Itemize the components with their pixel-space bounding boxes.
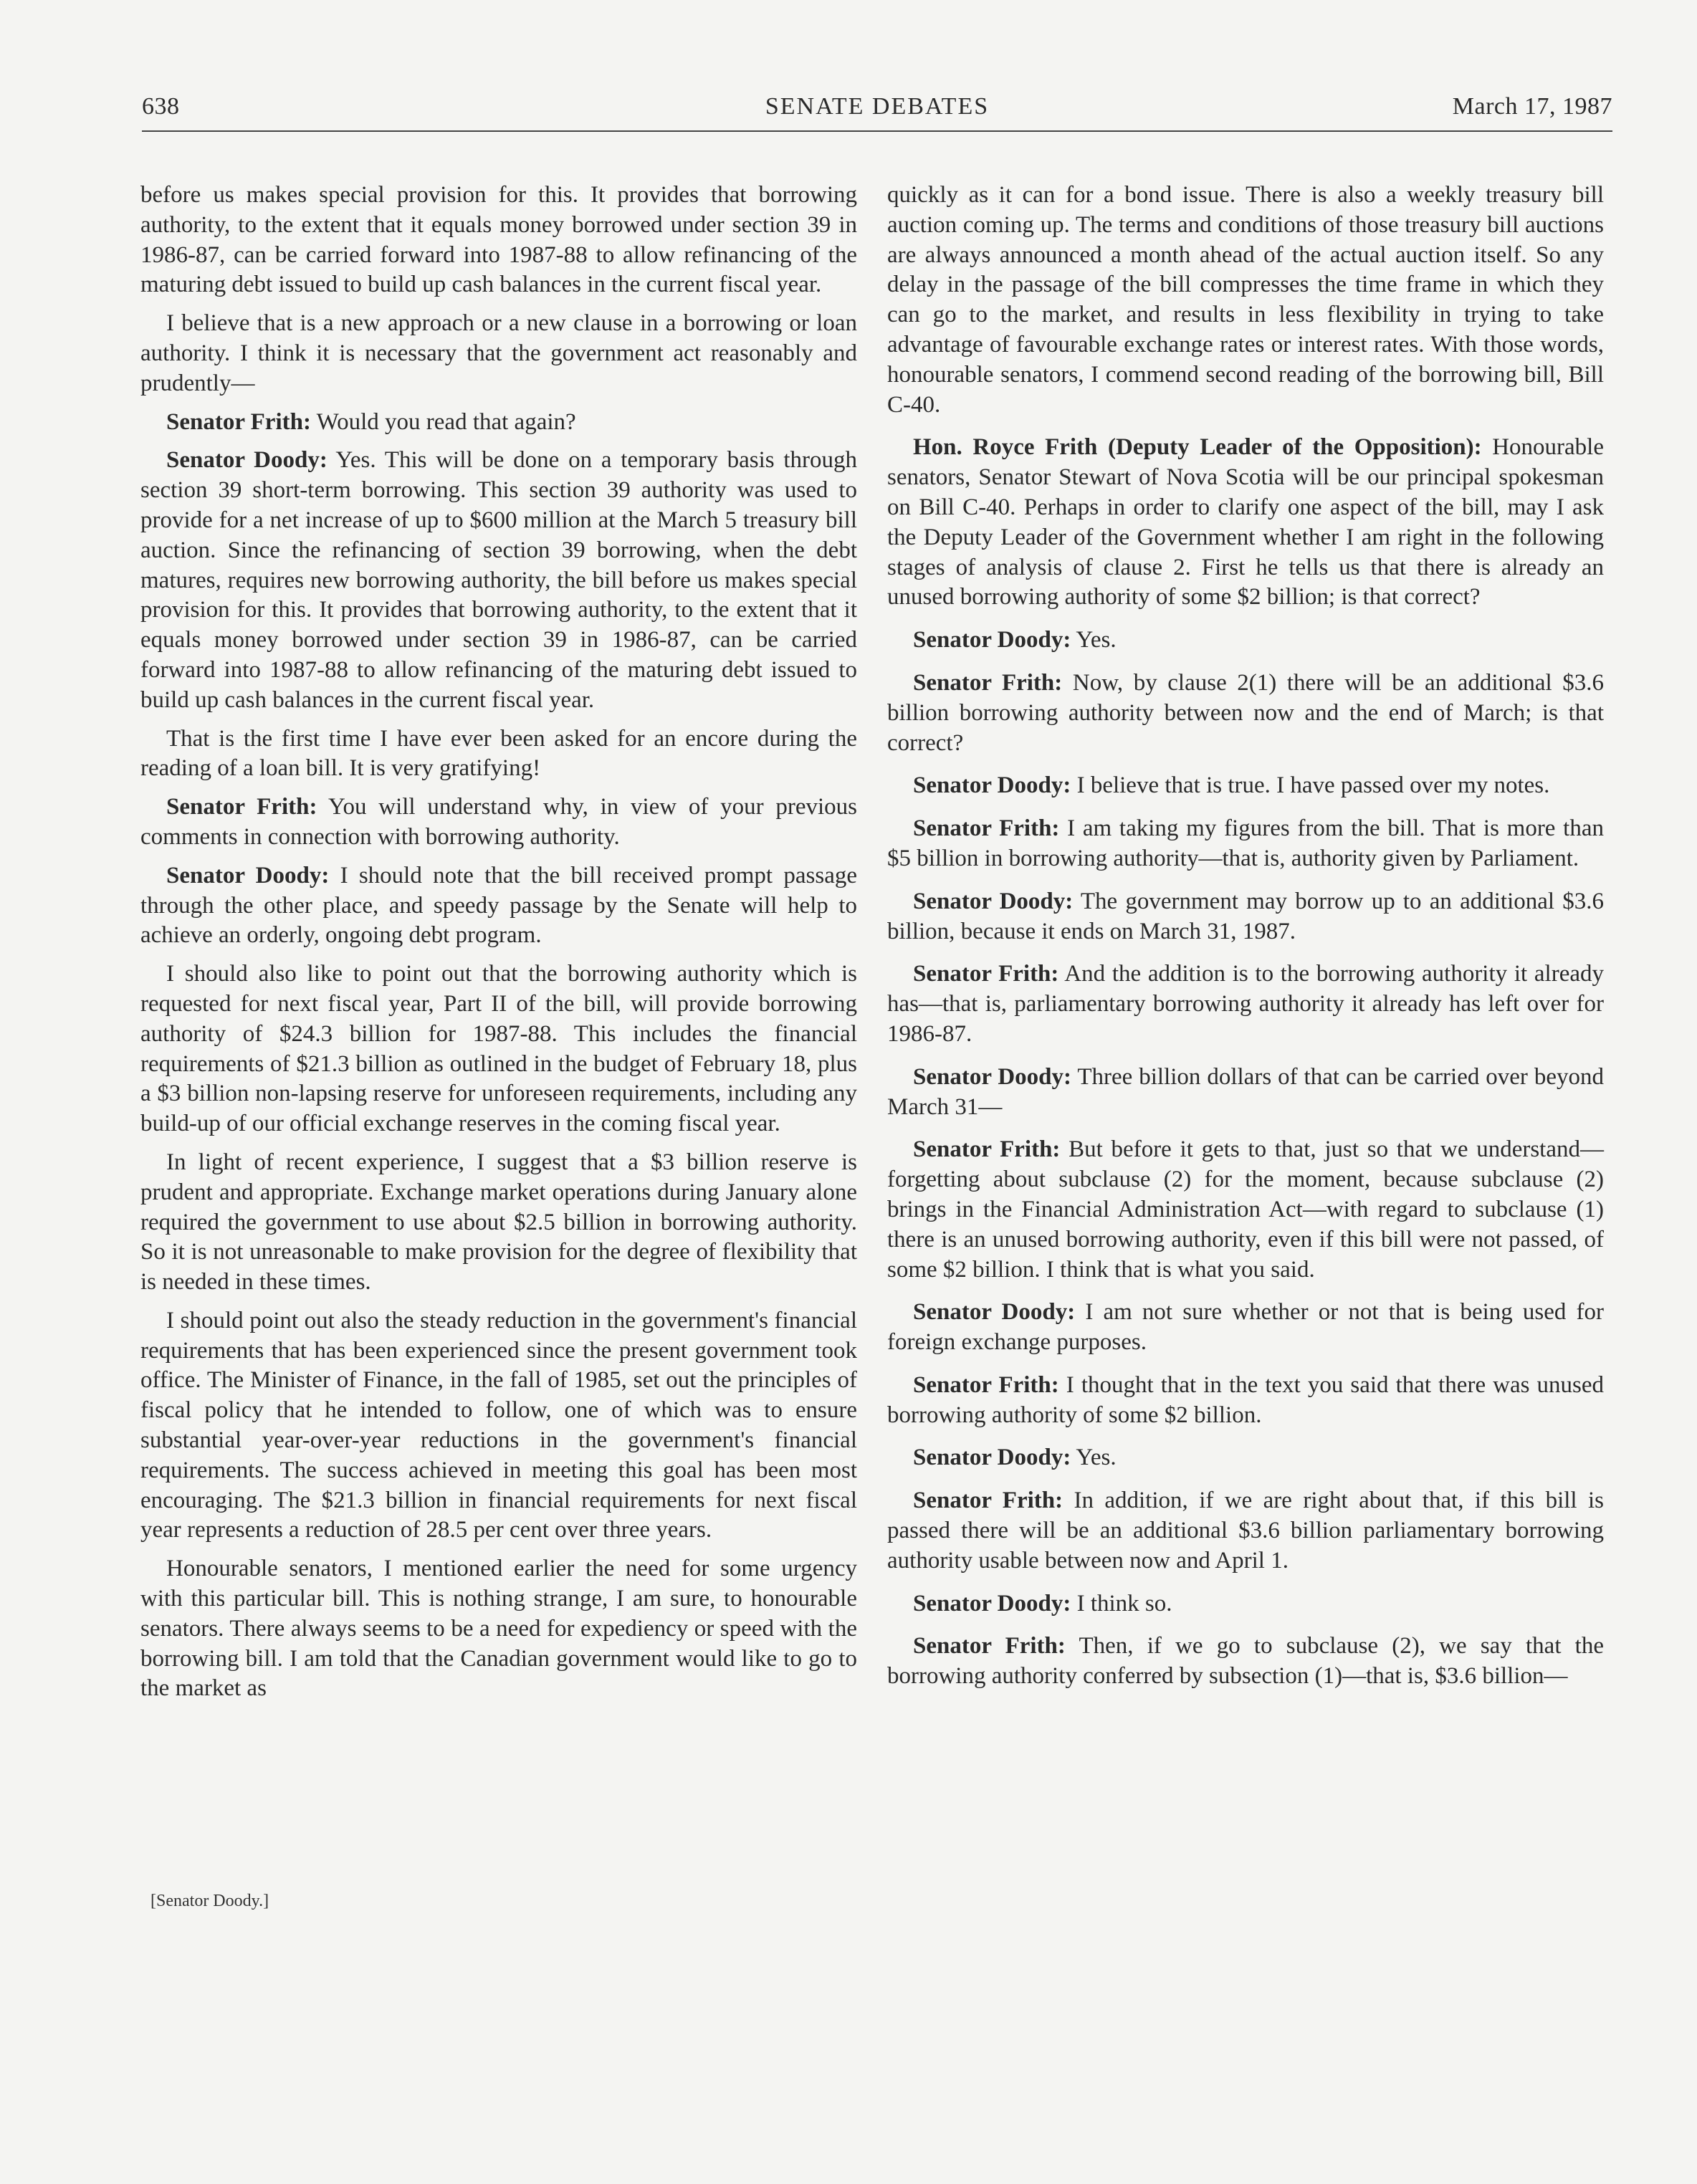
left-column bbox=[140, 181, 857, 1713]
paragraph-text: I am not sure whether or not that is being used for foreign exchange purposes. bbox=[887, 1299, 1604, 1356]
speaker-name: Senator Doody: bbox=[913, 1590, 1071, 1617]
paragraph-text: I should note that the bill received prompt passage through the other place, and speedy passage by the Senate will help to achieve an orderly, ongoing debt program. bbox=[140, 862, 857, 949]
header-date: March 17, 1987 bbox=[1452, 93, 1612, 120]
speaker-attribution: [Senator Doody.] bbox=[150, 1892, 269, 1910]
paragraph-text: I thought that in the text you said that there was unused borrowing authority of some $2 billion. bbox=[887, 1371, 1604, 1428]
paragraph bbox=[140, 446, 857, 715]
paragraph bbox=[140, 181, 857, 300]
paragraph bbox=[887, 669, 1604, 758]
paragraph-text: I believe that is a new approach or a new clause in a borrowing or loan authority. I think it is necessary that the government act reasonably and prudently— bbox=[140, 310, 857, 396]
speaker-name: Senator Doody: bbox=[166, 447, 328, 474]
paragraph-text: I am taking my figures from the bill. That is more than $5 billion in borrowing authority—that is, authority given by Parliament. bbox=[887, 815, 1605, 871]
paragraph bbox=[887, 887, 1604, 947]
paragraph bbox=[887, 433, 1604, 613]
paragraph bbox=[887, 1063, 1604, 1123]
paragraph bbox=[887, 1371, 1604, 1431]
speaker-name: Hon. Royce Frith (Deputy Leader of the Opposition): bbox=[913, 434, 1482, 461]
paragraph bbox=[140, 1306, 857, 1546]
paragraph-text: You will understand why, in view of your previous comments in connection with borrowing authority. bbox=[140, 794, 857, 850]
paragraph-text: But before it gets to that, just so that we understand—forgetting about subclause (2) for the moment, because subclause (2) brings in the Financial Administration Act—with regard to subclause (1) there is an unused borrowing authority, even if this bill were not passed, of some $2 billion. I think that is what you said. bbox=[887, 1136, 1604, 1283]
speaker-name: Senator Frith: bbox=[166, 408, 311, 435]
speaker-name: Senator Frith: bbox=[913, 1488, 1063, 1514]
paragraph-text: That is the first time I have ever been asked for an encore during the reading of a loan bill. It is very gratifying! bbox=[140, 725, 857, 782]
page-number: 638 bbox=[142, 93, 180, 120]
paragraph-text: And the addition is to the borrowing authority it already has—that is, parliamentary borrowing authority it already has left over for 1986-87. bbox=[887, 961, 1604, 1047]
paragraph-text: Three billion dollars of that can be carried over beyond March 31— bbox=[887, 1063, 1604, 1120]
paragraph-text: Would you read that again? bbox=[316, 408, 576, 435]
paragraph bbox=[140, 1148, 857, 1298]
speaker-name: Senator Doody: bbox=[913, 1445, 1071, 1471]
speaker-name: Senator Frith: bbox=[913, 1371, 1059, 1398]
speaker-name: Senator Frith: bbox=[166, 794, 317, 820]
paragraph-text: Honourable senators, Senator Stewart of Nova Scotia will be our principal spokesman on Bill C-40. Perhaps in order to clarify one aspect of the bill, may I ask the Deputy Leader of the Government whether I am right in the following stages of analysis of clause 2. First he tells us that there is already an unused borrowing authority of some $2 billion; is that correct? bbox=[887, 434, 1605, 610]
paragraph bbox=[887, 959, 1604, 1049]
speaker-name: Senator Frith: bbox=[913, 961, 1059, 987]
paragraph-text: I should point out also the steady reduction in the government's financial requirements that has been experienced since the present government took office. The Minister of Finance, in the fall of 1985, set out the principles of fiscal policy that he intended to follow, one of which was to ensure substantial year-over-year reductions in the government's financial requirements. The success achieved in meeting this goal has been most encouraging. The $21.3 billion in financial requirements for next fiscal year represents a reduction of 28.5 per cent over three years. bbox=[140, 1307, 857, 1543]
paragraph-text: I believe that is true. I have passed over my notes. bbox=[1076, 772, 1550, 799]
paragraph bbox=[887, 1298, 1604, 1358]
paragraph bbox=[140, 309, 857, 398]
speaker-name: Senator Doody: bbox=[166, 862, 330, 889]
speaker-name: Senator Doody: bbox=[913, 888, 1074, 914]
paragraph bbox=[887, 771, 1604, 801]
page-header bbox=[142, 93, 1612, 129]
right-column bbox=[887, 181, 1604, 1705]
speaker-name: Senator Frith: bbox=[913, 1136, 1061, 1163]
speaker-name: Senator Doody: bbox=[913, 1299, 1076, 1326]
speaker-name: Senator Frith: bbox=[913, 669, 1063, 696]
paragraph bbox=[887, 626, 1604, 656]
paragraph-text: Now, by clause 2(1) there will be an additional $3.6 billion borrowing authority between now and the end of March; is that correct? bbox=[887, 669, 1604, 756]
paragraph-text: In light of recent experience, I suggest that a $3 billion reserve is prudent and appropriate. Exchange market operations during January alone required the government to use about $2.5 billion in borrowing authority. So it is not unreasonable to make provision for the degree of flexibility that is needed in these times. bbox=[140, 1149, 857, 1295]
paragraph bbox=[140, 408, 857, 438]
paragraph-text: before us makes special provision for this. It provides that borrowing authority, to the extent that it equals money borrowed under section 39 in 1986-87, can be carried forward into 1987-88 to allow refinancing of the maturing debt issued to build up cash balances in the current fiscal year. bbox=[140, 182, 857, 298]
paragraph bbox=[887, 814, 1604, 874]
paragraph-text: Then, if we go to subclause (2), we say that the borrowing authority conferred by subsection (1)—that is, $3.6 billion— bbox=[887, 1633, 1604, 1690]
paragraph-text: quickly as it can for a bond issue. There is also a weekly treasury bill auction coming up. The terms and conditions of those treasury bill auctions are always announced a month ahead of the actual auction itself. So any delay in the passage of the bill compresses the time frame in which they can go to the market, and results in less flexibility in trying to take advantage of favourable exchange rates or interest rates. With those words, honourable senators, I commend second reading of the borrowing bill, Bill C-40. bbox=[887, 182, 1604, 418]
paragraph bbox=[140, 724, 857, 785]
paragraph-text: Honourable senators, I mentioned earlier the need for some urgency with this particular bill. This is nothing strange, I am sure, to honourable senators. There always seems to be a need for expediency or speed with the borrowing bill. I am told that the Canadian government would like to go to the market as bbox=[140, 1556, 857, 1702]
publication-title: SENATE DEBATES bbox=[765, 93, 990, 120]
paragraph bbox=[887, 1589, 1604, 1619]
paragraph bbox=[887, 1486, 1604, 1576]
paragraph bbox=[140, 792, 857, 853]
paragraph bbox=[140, 959, 857, 1139]
paragraph bbox=[140, 861, 857, 951]
paragraph-text: Yes. bbox=[1076, 627, 1117, 653]
speaker-name: Senator Doody: bbox=[913, 772, 1071, 799]
header-rule bbox=[142, 130, 1612, 132]
paragraph-text: In addition, if we are right about that, if this bill is passed there will be an additional $3.6 billion parliamentary borrowing authority usable between now and April 1. bbox=[887, 1488, 1604, 1574]
speaker-name: Senator Frith: bbox=[913, 1633, 1066, 1659]
paragraph-text: Yes. bbox=[1076, 1445, 1117, 1471]
speaker-name: Senator Doody: bbox=[913, 627, 1071, 653]
paragraph bbox=[140, 1554, 857, 1704]
paragraph-text: The government may borrow up to an additional $3.6 billion, because it ends on March 31, 1987. bbox=[887, 888, 1604, 944]
paragraph-text: I think so. bbox=[1076, 1590, 1172, 1617]
paragraph-text: Yes. This will be done on a temporary basis through section 39 short-term borrowing. This section 39 authority was used to provide for a net increase of up to $600 million at the March 5 treasury bill auction. Since the refinancing of section 39 borrowing, when the debt matures, requires new borrowing authority, the bill before us makes special provision for this. It provides that borrowing authority, to the extent that it equals money borrowed under section 39 in 1986-87, can be carried forward into 1987-88 to allow refinancing of the maturing debt issued to build up cash balances in the current fiscal year. bbox=[140, 447, 857, 713]
paragraph bbox=[887, 181, 1604, 420]
paragraph bbox=[887, 1135, 1604, 1285]
paragraph bbox=[887, 1443, 1604, 1473]
paragraph bbox=[887, 1632, 1604, 1692]
speaker-name: Senator Frith: bbox=[913, 815, 1060, 842]
speaker-name: Senator Doody: bbox=[913, 1063, 1072, 1090]
paragraph-text: I should also like to point out that the borrowing authority which is requested for next fiscal year, Part II of the bill, will provide borrowing authority of $24.3 billion for 1987-88. This includes the financial requirements of $21.3 billion as outlined in the budget of February 18, plus a $3 billion non-lapsing reserve for unforeseen requirements, including any build-up of our official exchange reserves in the coming fiscal year. bbox=[140, 961, 857, 1137]
